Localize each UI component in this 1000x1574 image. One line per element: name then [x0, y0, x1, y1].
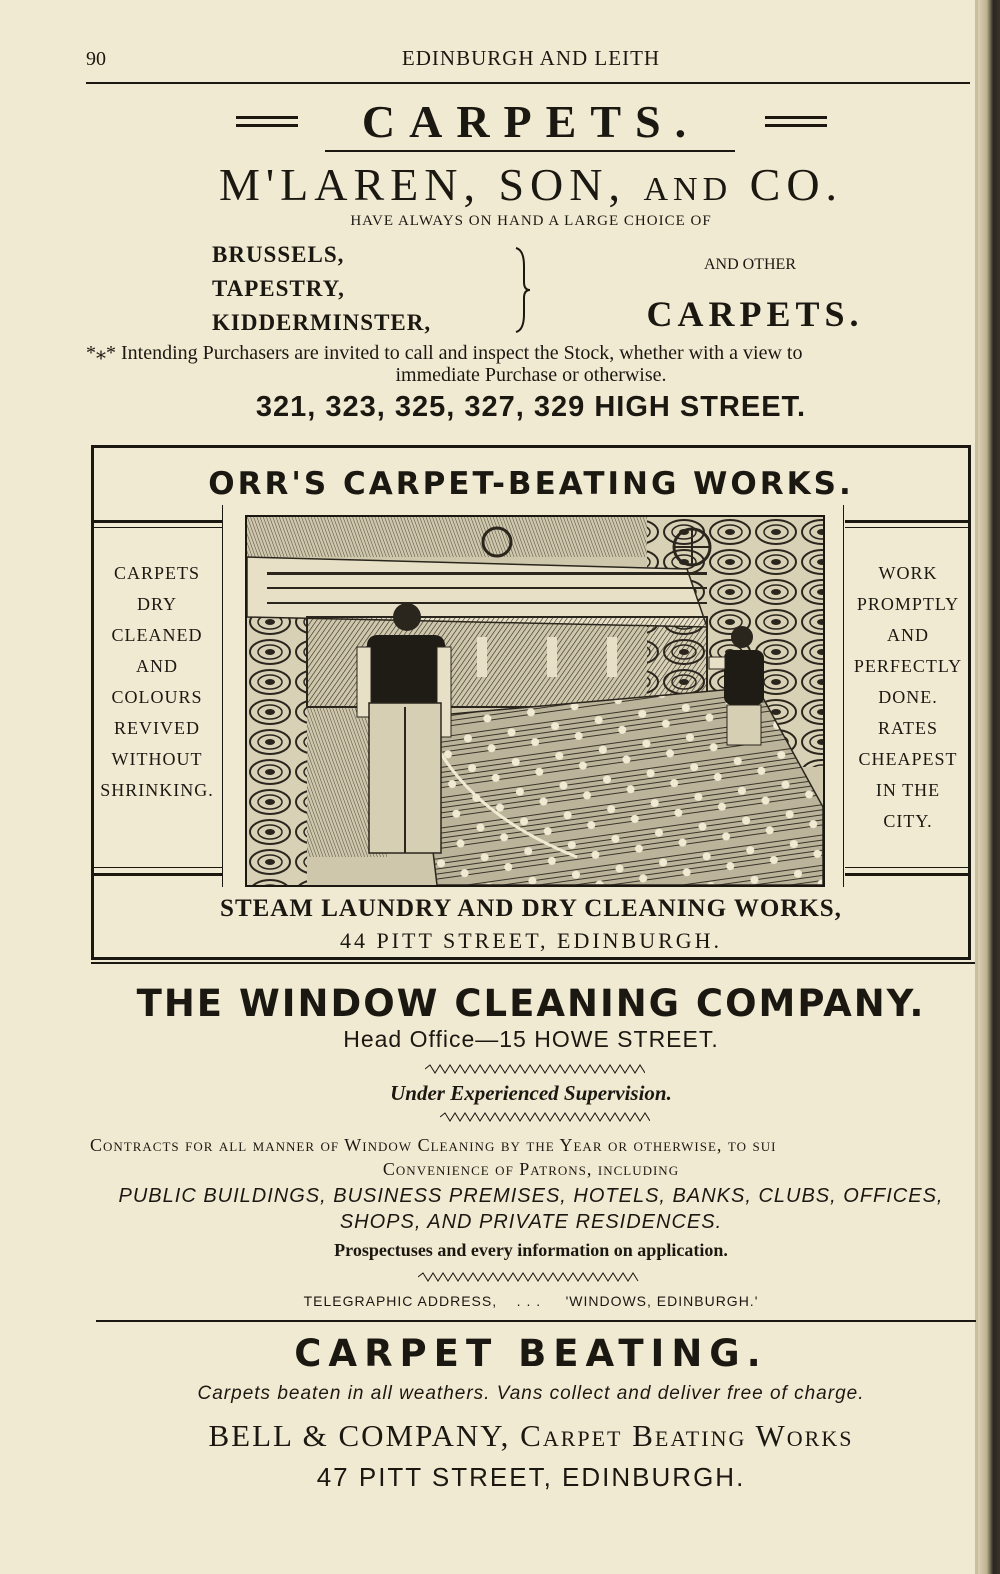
bell-company-line: [86, 1418, 976, 1454]
carpets-heading: CARPETS.: [361, 96, 701, 147]
ornament-wave-icon: [418, 1272, 642, 1282]
orr-heading: ORR'S CARPET-BEATING WORKS.: [208, 466, 854, 502]
mclaren-intro: HAVE ALWAYS ON HAND A LARGE CHOICE OF: [350, 213, 712, 229]
left-col-line: REVIVED: [114, 718, 200, 738]
orr-bottom-rule: [91, 962, 975, 964]
left-col-line: AND: [136, 656, 178, 676]
mclaren-company-name: [86, 158, 976, 211]
window-bottom-rule: [96, 1320, 976, 1322]
orr-address: 44 PITT STREET, EDINBURGH.: [339, 928, 723, 953]
telegraphic-value: 'WINDOWS, EDINBURGH.': [565, 1293, 759, 1309]
right-col-line: IN THE: [875, 780, 941, 800]
mclaren-address: 321, 323, 325, 327, 329 HIGH STREET.: [255, 391, 807, 423]
worker-left: [357, 603, 451, 853]
window-company-heading: THE WINDOW CLEANING COMPANY.: [136, 982, 926, 1025]
right-col-rule-top: [845, 520, 971, 523]
right-col-rule-bottom-2: [845, 873, 971, 876]
right-col-line: PROMPTLY: [856, 594, 960, 614]
carpet-beating-engraving: [245, 515, 825, 887]
bell-company-name: BELL & COMPANY,: [208, 1418, 511, 1453]
orr-right-column: [845, 558, 971, 837]
left-col-line: CARPETS: [113, 563, 201, 583]
page-number: 90: [86, 48, 106, 70]
running-header: EDINBURGH AND LEITH: [401, 46, 661, 70]
bell-tagline: Carpets beaten in all weathers. Vans collect and deliver free of charge.: [197, 1383, 865, 1404]
carpets-subheading: CARPETS.: [646, 294, 864, 334]
left-col-line: CLEANED: [111, 625, 203, 645]
invite-line-1: *⁎* Intending Purchasers are invited to call and inspect the Stock, whether with a view to: [86, 342, 803, 364]
contracts-line-1: Contracts for all manner of Window Cleaning by the Year or otherwise, to sui: [90, 1135, 777, 1155]
ornament-wave-icon: [425, 1064, 645, 1074]
right-col-line: AND: [887, 625, 929, 645]
right-col-rule-bottom: [845, 867, 971, 868]
carpet-kind-brussels: BRUSSELS,: [212, 242, 345, 267]
right-col-rule-top-2: [845, 527, 971, 528]
right-col-line: WORK: [878, 563, 938, 583]
telegraphic-address: [86, 1293, 976, 1309]
left-col-line: COLOURS: [111, 687, 203, 707]
orr-left-column: [94, 558, 220, 806]
right-col-line: RATES: [877, 718, 938, 738]
bell-company-rest: Carpet Beating Works: [520, 1418, 854, 1453]
header-rule: [86, 82, 970, 84]
left-col-rule-bottom: [94, 867, 222, 868]
telegraphic-dots: . . .: [516, 1293, 542, 1309]
public-buildings-line-2: SHOPS, AND PRIVATE RESIDENCES.: [339, 1211, 723, 1233]
steam-laundry-line: STEAM LAUNDRY AND DRY CLEANING WORKS,: [220, 895, 842, 922]
invite-line-2: immediate Purchase or otherwise.: [395, 364, 667, 386]
carpets-heading-underline: [325, 150, 735, 152]
carpet-beating-heading: CARPET BEATING.: [294, 1332, 768, 1375]
supervision-line: Under Experienced Supervision.: [390, 1081, 672, 1105]
and-other-label: AND OTHER: [704, 256, 796, 273]
ornament-wave-icon: [440, 1112, 650, 1122]
left-col-line: SHRINKING.: [100, 780, 214, 800]
left-col-divider: [222, 505, 223, 887]
right-col-line: PERFECTLY: [853, 656, 963, 676]
left-col-rule-top: [94, 520, 222, 523]
left-col-line: WITHOUT: [111, 749, 203, 769]
left-col-rule-top-2: [94, 527, 222, 528]
right-col-line: CITY.: [883, 811, 933, 831]
right-col-line: DONE.: [878, 687, 938, 707]
right-col-divider: [843, 505, 844, 887]
public-buildings-line-1: PUBLIC BUILDINGS, BUSINESS PREMISES, HOTELS, BANKS, CLUBS, OFFICES,: [118, 1185, 944, 1207]
mclaren-co: CO.: [749, 159, 844, 210]
carpet-kind-tapestry: TAPESTRY,: [212, 276, 345, 301]
right-col-line: CHEAPEST: [858, 749, 958, 769]
book-gutter-edge: [978, 0, 1000, 1574]
head-office-line: Head Office—15 HOWE STREET.: [343, 1026, 719, 1052]
left-col-line: DRY: [136, 594, 177, 614]
telegraphic-label: TELEGRAPHIC ADDRESS,: [303, 1293, 498, 1309]
carpet-kind-kidderminster: KIDDERMINSTER,: [212, 310, 432, 335]
bell-address: 47 PITT STREET, EDINBURGH.: [316, 1462, 746, 1492]
mclaren-and: AND: [643, 171, 733, 208]
contracts-line-2: Convenience of Patrons, including: [382, 1159, 680, 1179]
brace-icon: [512, 246, 532, 334]
prospectus-line: Prospectuses and every information on application.: [334, 1240, 728, 1260]
mclaren-name: M'LAREN, SON,: [218, 159, 626, 210]
left-col-rule-bottom-2: [94, 873, 222, 876]
